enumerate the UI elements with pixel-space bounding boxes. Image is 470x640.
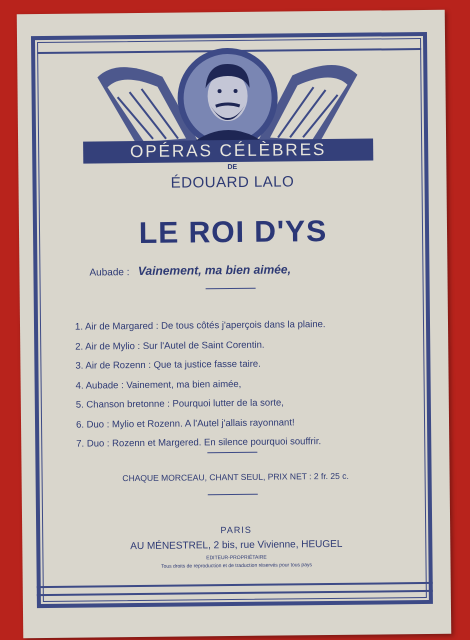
contents-item: 4. Aubade : Vainement, ma bien aimée,: [75, 378, 242, 392]
rights-notice: Tous droits de reproduction et de traduction réservés pour tous pays: [161, 562, 313, 570]
publisher-role: EDITEUR-PROPRIÉTAIRE: [206, 554, 267, 562]
contents-list: [75, 318, 396, 458]
contents-item: 5. Chanson bretonne : Pourquoi lutter de la sorte,: [75, 397, 284, 411]
series-banner: OPÉRAS CÉLÈBRES: [83, 139, 373, 164]
composer-name: ÉDOUARD LALO: [170, 173, 295, 192]
city-label: PARIS: [220, 524, 252, 536]
contents-item: 6. Duo : Mylio et Rozenn. A l'Autel j'allais rayonnant!: [75, 416, 295, 431]
contents-item: 2. Air de Mylio : Sur l'Autel de Saint Corentin.: [75, 339, 265, 353]
featured-label: Aubade :: [89, 267, 130, 279]
opera-title: LE ROI D'YS: [138, 215, 328, 250]
contents-item: 7. Duo : Rozenn et Margered. En silence pourquoi souffrir.: [76, 436, 322, 450]
de-label: DE: [227, 163, 238, 172]
sheet-music-cover: [17, 10, 452, 638]
price-note: CHAQUE MORCEAU, CHANT SEUL, PRIX NET : 2 fr. 25 c.: [122, 470, 349, 484]
publisher-line: AU MÉNESTREL, 2 bis, rue Vivienne, HEUGEL: [130, 538, 343, 553]
contents-item: 1. Air de Margared : De tous côtés j'aperçois dans la plaine.: [74, 319, 326, 333]
featured-piece: [89, 260, 291, 280]
featured-text: Vainement, ma bien aimée,: [137, 262, 291, 279]
contents-item: 3. Air de Rozenn : Que ta justice fasse taire.: [75, 358, 261, 372]
